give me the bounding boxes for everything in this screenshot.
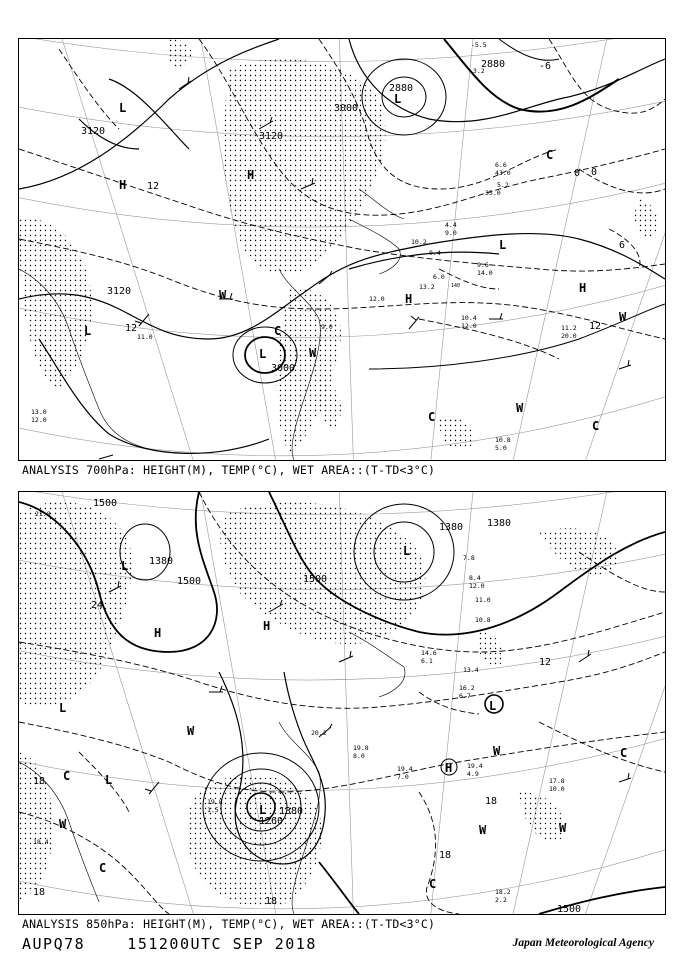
pressure-system-marker: W: [619, 310, 627, 324]
caption-700hpa: ANALYSIS 700hPa: HEIGHT(M), TEMP(°C), WET AREA::(T-TD<3°C): [22, 463, 436, 477]
station-value: 6.7: [459, 692, 471, 700]
caption-850hpa: ANALYSIS 850hPa: HEIGHT(M), TEMP(°C), WET AREA::(T-TD<3°C): [22, 917, 436, 931]
station-value: 7.8: [463, 554, 475, 562]
contour-label: 1380: [487, 518, 512, 529]
station-value: 7.0: [397, 773, 409, 781]
pressure-system-marker: H: [579, 281, 587, 295]
contour-label: 12: [539, 657, 552, 668]
contour-label: 3120: [259, 131, 284, 142]
station-value: 14.0: [477, 269, 493, 277]
pressure-system-marker: C: [274, 324, 282, 338]
station-value: 10.2: [411, 238, 427, 246]
station-value: 19.8: [207, 798, 223, 806]
pressure-system-marker: C: [592, 419, 600, 433]
pressure-system-marker: L: [259, 347, 267, 361]
station-value: 9.0: [445, 229, 457, 237]
pressure-system-marker: H: [405, 292, 413, 306]
contour-label: 1500: [177, 576, 202, 587]
contour-label: 1380: [439, 522, 464, 533]
contour-label: 3120: [107, 286, 132, 297]
station-value: 0.4: [429, 249, 441, 257]
contour-label: 1500: [93, 498, 118, 509]
contour-label: 18: [265, 896, 278, 907]
station-value: 12.0: [369, 295, 385, 303]
contour-label: 2880: [389, 83, 414, 94]
station-value: 19.8: [353, 744, 369, 752]
pressure-system-marker: W: [516, 401, 524, 415]
pressure-system-marker: C: [620, 746, 628, 760]
station-value: 13.0: [31, 408, 47, 416]
station-value: 11.2: [561, 324, 577, 332]
station-value: 13.2: [419, 283, 435, 291]
bulletin-code: AUPQ78 151200UTC SEP 2018: [22, 935, 317, 953]
station-value: 11.0: [475, 596, 491, 604]
pressure-system-marker: C: [429, 877, 437, 891]
pressure-system-marker: C: [99, 861, 107, 875]
pressure-system-marker: C: [546, 148, 554, 162]
station-value: 19.4: [397, 765, 413, 773]
station-value: 20.2: [311, 729, 327, 737]
map-700hpa: [19, 39, 665, 460]
station-value: -3.2: [469, 67, 485, 75]
station-value: 10.8: [495, 436, 511, 444]
station-value: 18.2: [495, 888, 511, 896]
pressure-system-marker: L: [489, 699, 497, 713]
station-value: 20.0: [561, 332, 577, 340]
contour-label: 12: [589, 321, 602, 332]
pressure-system-marker: L: [121, 559, 129, 573]
pressure-system-marker: L: [105, 773, 113, 787]
station-value: 17.8: [549, 777, 565, 785]
station-value: 21.8: [35, 510, 51, 518]
chart-700hpa: [18, 38, 666, 461]
station-value: 11.0: [137, 333, 153, 341]
contour-label: 1380: [279, 806, 304, 817]
wet-areas: [19, 39, 658, 454]
contour-label: 18: [485, 796, 498, 807]
contour-label: 3000: [271, 363, 296, 374]
pressure-system-marker: L: [499, 238, 507, 252]
contour-label: 3120: [81, 126, 106, 137]
pressure-system-marker: H: [247, 168, 255, 182]
contour-label: 18: [33, 776, 46, 787]
station-value: 35.0: [485, 189, 501, 197]
map-850hpa: [19, 492, 665, 914]
station-value: 10.8: [475, 616, 491, 624]
contour-label: 0: [574, 168, 581, 179]
station-value: 19.4: [467, 762, 483, 770]
pressure-system-marker: W: [493, 744, 501, 758]
pressure-system-marker: C: [63, 769, 71, 783]
contour-label: 1500: [557, 904, 582, 914]
contour-label: 1500: [303, 574, 328, 585]
pressure-system-marker: L: [84, 324, 92, 338]
station-value: 4.9: [467, 770, 479, 778]
pressure-system-marker: W: [309, 346, 317, 360]
station-value: 5.2: [497, 181, 509, 189]
station-value: 13.4: [463, 666, 479, 674]
station-value: 8.0: [353, 752, 365, 760]
station-value: 5.0: [495, 444, 507, 452]
pressure-system-marker: L: [259, 803, 267, 817]
pressure-system-marker: H: [263, 619, 271, 633]
station-value: -5.5: [471, 41, 487, 49]
station-value: 6.0: [433, 273, 445, 281]
station-value: 12.0: [31, 416, 47, 424]
contour-label: -6: [539, 61, 552, 72]
pressure-system-marker: L: [119, 101, 127, 115]
contour-label: 18: [439, 850, 452, 861]
longitude-label: 140: [451, 283, 461, 289]
contour-label: 6: [619, 240, 626, 251]
station-value: 8.4: [469, 574, 481, 582]
agency-name: Japan Meteorological Agency: [512, 937, 654, 949]
contour-label: 12: [147, 181, 160, 192]
pressure-system-marker: W: [479, 823, 487, 837]
station-value: 9.0: [321, 323, 333, 331]
contour-label: 12: [125, 323, 138, 334]
station-value: 14.6: [421, 649, 437, 657]
station-value: 4.4: [445, 221, 457, 229]
station-value: 10.0: [549, 785, 565, 793]
pressure-system-marker: H: [445, 761, 453, 775]
pressure-system-marker: L: [394, 92, 402, 106]
pressure-system-marker: L: [59, 701, 67, 715]
contour-label: 0: [591, 167, 598, 178]
station-value: 12.0: [469, 582, 485, 590]
chart-850hpa: [18, 491, 666, 915]
pressure-system-marker: H: [154, 626, 162, 640]
contour-label: 3000: [334, 103, 359, 114]
contour-label: 18: [33, 887, 46, 898]
station-value: 18.4: [33, 838, 49, 846]
contour-label: 1260: [259, 816, 284, 827]
station-value: 12.0: [461, 322, 477, 330]
station-value: 43.0: [495, 169, 511, 177]
pressure-system-marker: L: [403, 544, 411, 558]
station-value: 2.2: [495, 896, 507, 904]
wet-areas: [19, 502, 619, 908]
station-value: 1.5: [207, 806, 219, 814]
station-value: 10.4: [461, 314, 477, 322]
pressure-system-marker: H: [119, 178, 127, 192]
pressure-system-marker: W: [559, 821, 567, 835]
station-value: 6.1: [421, 657, 433, 665]
pressure-system-marker: C: [428, 410, 436, 424]
contour-label: 1380: [149, 556, 174, 567]
pressure-system-marker: W: [187, 724, 195, 738]
contour-label: 24: [91, 600, 104, 611]
pressure-system-marker: W: [59, 817, 67, 831]
station-value: 9.6: [477, 261, 489, 269]
pressure-system-marker: W: [219, 288, 227, 302]
contour-label: 2880: [481, 59, 506, 70]
station-value: 6.6: [495, 161, 507, 169]
station-value: 16.2: [459, 684, 475, 692]
